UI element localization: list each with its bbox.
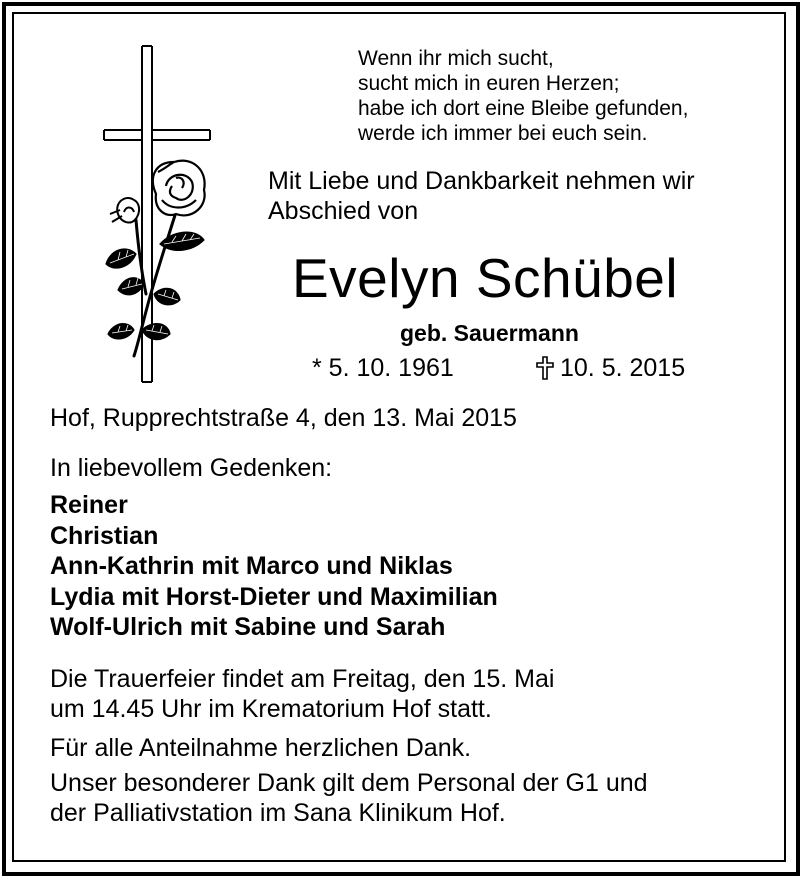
- poem-line: Wenn ihr mich sucht,: [358, 47, 554, 70]
- special-thanks: [50, 768, 648, 828]
- mourner: Christian: [50, 521, 159, 550]
- thanks-text: Für alle Anteilnahme herzlichen Dank.: [50, 734, 472, 762]
- mourner: Wolf-Ulrich mit Sabine und Sarah: [50, 613, 446, 641]
- cross-icon: [536, 356, 554, 380]
- intro-line: Abschied von: [268, 197, 419, 225]
- mourners-list: [50, 490, 498, 643]
- service-line: um 14.45 Uhr im Krematorium Hof statt.: [50, 695, 492, 723]
- cross-rose-icon: [96, 44, 226, 384]
- funeral-service: [50, 664, 554, 724]
- poem-line: habe ich dort eine Bleibe gefunden,: [358, 97, 689, 120]
- mourner: Lydia mit Horst-Dieter und Maximilian: [50, 582, 498, 611]
- birth-date: * 5. 10. 1961: [312, 354, 454, 382]
- farewell-intro: [268, 166, 695, 226]
- poem: [358, 46, 688, 146]
- service-line: Die Trauerfeier findet am Freitag, den 15. Mai: [50, 665, 555, 693]
- maiden-name: geb. Sauermann: [400, 320, 579, 346]
- special-thanks-line: der Palliativstation im Sana Klinikum Hof.: [50, 799, 506, 827]
- death-date: 10. 5. 2015: [560, 354, 686, 382]
- mourner: Ann-Kathrin mit Marco und Niklas: [50, 552, 453, 580]
- death-date-group: [536, 354, 685, 383]
- memory-heading: In liebevollem Gedenken:: [50, 454, 333, 482]
- poem-line: werde ich immer bei euch sein.: [358, 122, 648, 145]
- place-date: Hof, Rupprechtstraße 4, den 13. Mai 2015: [50, 404, 517, 432]
- deceased-name: Evelyn Schübel: [292, 247, 679, 309]
- poem-line: sucht mich in euren Herzen;: [358, 72, 620, 95]
- special-thanks-line: Unser besonderer Dank gilt dem Personal der G1 und: [50, 769, 648, 797]
- mourner: Reiner: [50, 491, 128, 519]
- intro-line: Mit Liebe und Dankbarkeit nehmen wir: [268, 167, 695, 195]
